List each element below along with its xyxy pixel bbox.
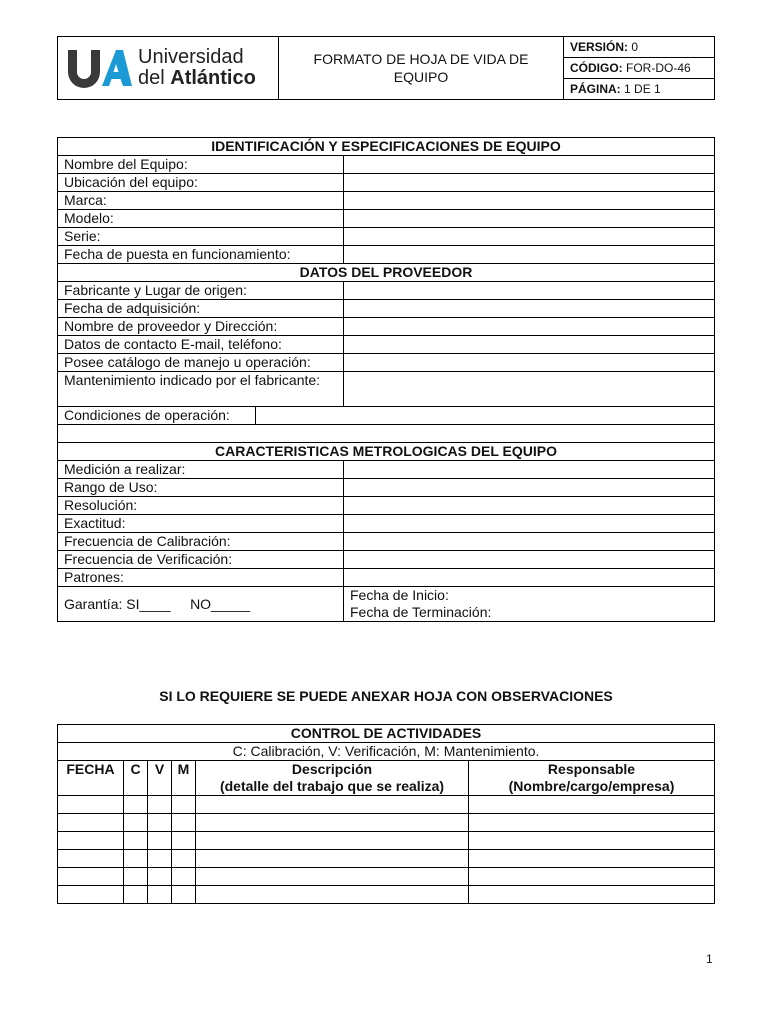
logo-line-2: del Atlántico: [138, 67, 256, 89]
page-number: 1: [706, 952, 713, 966]
observations-note: SI LO REQUIERE SE PUEDE ANEXAR HOJA CON OBSERVACIONES: [159, 688, 613, 704]
field-value[interactable]: [344, 354, 715, 372]
document-title: FORMATO DE HOJA DE VIDA DE EQUIPO: [279, 37, 564, 100]
field-label: Fabricante y Lugar de origen:: [58, 282, 344, 300]
fechas-garantia[interactable]: [344, 587, 715, 622]
field-label: Frecuencia de Calibración:: [58, 533, 344, 551]
col-fecha: FECHA: [58, 761, 124, 796]
document-header: [57, 36, 715, 100]
activities-heading: CONTROL DE ACTIVIDADES: [58, 725, 715, 743]
col-c: C: [124, 761, 148, 796]
field-value[interactable]: [344, 228, 715, 246]
field-label: Nombre del Equipo:: [58, 156, 344, 174]
section-heading-identificacion: IDENTIFICACIÓN Y ESPECIFICACIONES DE EQUIPO: [58, 138, 715, 156]
code-cell: CÓDIGO: FOR-DO-46: [564, 58, 715, 79]
condiciones-value[interactable]: [256, 407, 715, 425]
activities-legend: C: Calibración, V: Verificación, M: Mantenimiento.: [58, 743, 715, 761]
field-value[interactable]: [344, 533, 715, 551]
field-value[interactable]: [344, 569, 715, 587]
field-label: Exactitud:: [58, 515, 344, 533]
fecha-terminacion-label: Fecha de Terminación:: [350, 604, 492, 620]
field-label: Resolución:: [58, 497, 344, 515]
table-row: [58, 796, 715, 814]
field-label: Marca:: [58, 192, 344, 210]
blank-row: [58, 425, 715, 443]
field-label: Rango de Uso:: [58, 479, 344, 497]
field-value[interactable]: [344, 156, 715, 174]
field-label: Modelo:: [58, 210, 344, 228]
field-label: Datos de contacto E-mail, teléfono:: [58, 336, 344, 354]
col-v: V: [148, 761, 172, 796]
field-value[interactable]: [344, 497, 715, 515]
field-value[interactable]: [344, 246, 715, 264]
ua-logo-icon: [66, 48, 132, 88]
field-label: Ubicación del equipo:: [58, 174, 344, 192]
table-row: [58, 850, 715, 868]
field-value[interactable]: [344, 318, 715, 336]
col-m: M: [172, 761, 196, 796]
field-value[interactable]: [344, 192, 715, 210]
field-label: Mantenimiento indicado por el fabricante:: [58, 372, 344, 407]
field-value[interactable]: [344, 551, 715, 569]
field-value[interactable]: [344, 282, 715, 300]
logo-wordmark: [138, 47, 256, 89]
field-label: Fecha de adquisición:: [58, 300, 344, 318]
field-label: Posee catálogo de manejo u operación:: [58, 354, 344, 372]
field-label: Nombre de proveedor y Dirección:: [58, 318, 344, 336]
page-cell: PÁGINA: 1 DE 1: [564, 79, 715, 100]
garantia-field[interactable]: Garantía: SI____ NO_____: [58, 587, 344, 622]
field-value[interactable]: [344, 300, 715, 318]
field-value[interactable]: [344, 210, 715, 228]
field-label: Serie:: [58, 228, 344, 246]
table-row: [58, 868, 715, 886]
field-label: Patrones:: [58, 569, 344, 587]
col-responsable: Responsable (Nombre/cargo/empresa): [469, 761, 715, 796]
logo-line-1: Universidad: [138, 46, 244, 68]
field-label: Fecha de puesta en funcionamiento:: [58, 246, 344, 264]
logo-cell: [58, 37, 279, 100]
table-row: [58, 832, 715, 850]
table-row: [58, 814, 715, 832]
fecha-inicio-label: Fecha de Inicio:: [350, 587, 449, 603]
field-value[interactable]: [344, 515, 715, 533]
field-value[interactable]: [344, 336, 715, 354]
field-value[interactable]: [344, 372, 715, 407]
section-heading-proveedor: DATOS DEL PROVEEDOR: [58, 264, 715, 282]
table-row: [58, 886, 715, 904]
col-descripcion: Descripción (detalle del trabajo que se realiza): [196, 761, 469, 796]
condiciones-label: Condiciones de operación:: [58, 407, 256, 425]
field-value[interactable]: [344, 479, 715, 497]
field-label: Frecuencia de Verificación:: [58, 551, 344, 569]
field-value[interactable]: [344, 461, 715, 479]
activities-table: [57, 724, 715, 904]
equipment-form: [57, 137, 715, 622]
field-label: Medición a realizar:: [58, 461, 344, 479]
field-value[interactable]: [344, 174, 715, 192]
university-logo: [66, 47, 270, 89]
version-cell: VERSIÓN: 0: [564, 37, 715, 58]
section-heading-metrologicas: CARACTERISTICAS METROLOGICAS DEL EQUIPO: [58, 443, 715, 461]
